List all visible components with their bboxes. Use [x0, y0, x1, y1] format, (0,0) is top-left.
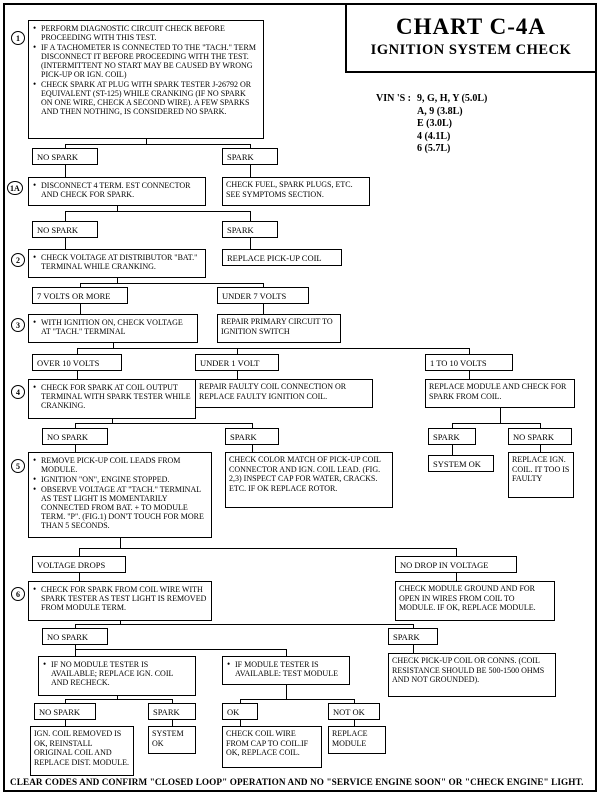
connector-line — [172, 699, 173, 703]
bullet-text: CHECK FOR SPARK FROM COIL WIRE WITH SPARK TESTER AS TEST LIGHT IS REMOVED FROM MODULE TERM. — [41, 585, 207, 613]
step1a-box — [28, 177, 206, 206]
connector-line — [80, 283, 81, 287]
bullet-item — [43, 660, 191, 687]
connector-line — [77, 348, 470, 349]
replace-ign-coil-faulty-box: REPLACE IGN. COIL. IT TOO IS FAULTY — [508, 452, 574, 498]
branch-1-to-10-volts: 1 TO 10 VOLTS — [425, 354, 513, 371]
bullet-text: IF MODULE TESTER IS AVAILABLE: TEST MODULE — [235, 660, 338, 679]
branch-no-spark-5: NO SPARK — [42, 628, 108, 645]
replace-module-check-spark-box: REPLACE MODULE AND CHECK FOR SPARK FROM COIL. — [425, 379, 575, 408]
if-module-tester-box — [222, 656, 350, 685]
system-ok-box: SYSTEM OK — [428, 455, 494, 472]
bullet-item — [33, 318, 193, 336]
connector-line — [65, 699, 173, 700]
connector-line — [75, 624, 76, 628]
title-box — [345, 5, 595, 73]
branch-no-drop-in-voltage: NO DROP IN VOLTAGE — [395, 556, 517, 573]
branch-no-spark-3: NO SPARK — [42, 428, 108, 445]
connector-line — [75, 645, 76, 656]
branch-spark-1: SPARK — [222, 148, 278, 165]
vin-line: 9, G, H, Y (5.0L) — [417, 93, 488, 104]
connector-line — [65, 238, 66, 249]
if-no-module-tester-box — [38, 656, 196, 696]
check-color-match-box: CHECK COLOR MATCH OF PICK-UP COIL CONNECTOR AND IGN. COIL LEAD. (FIG. 2,3) INSPECT CAP FOR WATER, CRACKS. ETC. IF OK REPLACE ROTOR. — [225, 452, 393, 508]
vin-line: E (3.0L) — [417, 118, 453, 129]
step-number-1a: 1A — [7, 181, 23, 195]
bullet-text: PERFORM DIAGNOSTIC CIRCUIT CHECK BEFORE PROCEEDING WITH THIS TEST. — [41, 24, 225, 43]
step-number-1: 1 — [11, 31, 25, 45]
branch-no-spark-2: NO SPARK — [32, 221, 98, 238]
step-number-2: 2 — [11, 253, 25, 267]
connector-line — [452, 423, 541, 424]
check-pickup-coil-conns-box: CHECK PICK-UP COIL OR CONNS. (COIL RESISTANCE SHOULD BE 500-1500 OHMS AND NOT GROUNDED). — [388, 653, 556, 697]
connector-line — [263, 304, 264, 314]
connector-line — [237, 348, 238, 354]
connector-line — [240, 699, 355, 700]
step4-box — [28, 379, 196, 419]
connector-line — [456, 548, 457, 556]
step5-box — [28, 452, 212, 538]
bullet-text: WITH IGNITION ON, CHECK VOLTAGE AT "TACH." TERMINAL — [41, 318, 183, 337]
connector-line — [75, 423, 76, 428]
check-coil-wire-box: CHECK COIL WIRE FROM CAP TO COIL.IF OK, REPLACE COIL. — [222, 726, 322, 768]
bullet-item — [33, 24, 259, 42]
connector-line — [65, 720, 66, 726]
connector-line — [250, 165, 251, 177]
branch-no-spark-4: NO SPARK — [508, 428, 572, 445]
step-number-5: 5 — [11, 459, 25, 473]
repair-primary-circuit-box: REPAIR PRIMARY CIRCUIT TO IGNITION SWITCH — [217, 314, 341, 343]
bullet-item — [227, 660, 345, 678]
bullet-text: OBSERVE VOLTAGE AT "TACH." TERMINAL AS TEST LIGHT IS MOMENTARILY CONNECTED FROM BAT. + TO MODULE TERM. "P". (FIG.1) DON'T TOUCH FOR MORE THAN 5 SECONDS. — [41, 485, 204, 531]
bullet-item — [33, 475, 207, 484]
step6-box — [28, 581, 212, 621]
step1-box — [28, 20, 264, 139]
connector-line — [79, 548, 457, 549]
bullet-text: IF A TACHOMETER IS CONNECTED TO THE "TACH." TERM DISCONNECT IT BEFORE PROCEEDING WITH THE TEST. (INTERMITTENT NO START MAY BE CAUSED BY WRONG PICK-UP OR IGN. COIL) — [41, 43, 256, 80]
connector-line — [65, 165, 66, 177]
connector-line — [413, 624, 414, 628]
replace-pickup-coil-box: REPLACE PICK-UP COIL — [222, 249, 342, 266]
connector-line — [75, 445, 76, 452]
connector-line — [79, 573, 80, 581]
connector-line — [250, 238, 251, 249]
connector-line — [540, 445, 541, 452]
chart-title: CHART C-4A — [396, 14, 546, 39]
footer-note: CLEAR CODES AND CONFIRM "CLOSED LOOP" OPERATION AND NO "SERVICE ENGINE SOON" OR "CHECK ENGINE" LIGHT. — [10, 777, 584, 787]
connector-line — [75, 423, 253, 424]
vin-block — [376, 93, 487, 156]
branch-7-volts-or-more: 7 VOLTS OR MORE — [32, 287, 128, 304]
connector-line — [456, 573, 457, 581]
branch-ok: OK — [222, 703, 258, 720]
ign-coil-removed-ok-box: IGN. COIL REMOVED IS OK, REINSTALL ORIGINAL COIL AND REPLACE DIST. MODULE. — [30, 726, 134, 776]
bullet-text: IF NO MODULE TESTER IS AVAILABLE; REPLACE IGN. COIL AND RECHECK. — [51, 660, 174, 688]
connector-line — [452, 423, 453, 428]
connector-line — [120, 538, 121, 548]
connector-line — [75, 649, 287, 650]
bullet-item — [33, 181, 201, 199]
connector-line — [237, 371, 238, 379]
branch-voltage-drops: VOLTAGE DROPS — [32, 556, 126, 573]
connector-line — [79, 548, 80, 556]
bullet-text: REMOVE PICK-UP COIL LEADS FROM MODULE. — [41, 456, 181, 475]
chart-subtitle: IGNITION SYSTEM CHECK — [370, 42, 572, 58]
repair-faulty-coil-box: REPAIR FAULTY COIL CONNECTION OR REPLACE FAULTY IGNITION COIL. — [195, 379, 373, 408]
connector-line — [65, 699, 66, 703]
branch-no-spark-1: NO SPARK — [32, 148, 98, 165]
branch-no-spark-6: NO SPARK — [34, 703, 96, 720]
bullet-item — [33, 485, 207, 530]
branch-under-7-volts: UNDER 7 VOLTS — [217, 287, 309, 304]
bullet-text: CHECK FOR SPARK AT COIL OUTPUT TERMINAL WITH SPARK TESTER WHILE CRANKING. — [41, 383, 191, 411]
check-module-ground-box: CHECK MODULE GROUND AND FOR OPEN IN WIRES FROM COIL TO MODULE. IF OK, REPLACE MODULE. — [395, 581, 555, 621]
vin-line: 4 (4.1L) — [417, 130, 451, 142]
connector-line — [263, 283, 264, 287]
connector-line — [252, 423, 253, 428]
branch-not-ok: NOT OK — [328, 703, 380, 720]
connector-line — [75, 624, 414, 625]
step-number-6: 6 — [11, 587, 25, 601]
connector-line — [240, 720, 241, 726]
branch-over-10-volts: OVER 10 VOLTS — [32, 354, 122, 371]
branch-spark-2: SPARK — [222, 221, 278, 238]
vin-line: A, 9 (3.8L) — [417, 105, 463, 117]
check-fuel-box: CHECK FUEL, SPARK PLUGS, ETC. SEE SYMPTOMS SECTION. — [222, 177, 370, 206]
branch-spark-6: SPARK — [148, 703, 196, 720]
bullet-item — [33, 383, 191, 410]
bullet-text: CHECK SPARK AT PLUG WITH SPARK TESTER J-26792 OR EQUIVALENT (ST-125) WHILE CRANKING (IF NO SPARK ON ONE WIRE, CHECK A SECOND WIRE). A FEW SPARKS AND THEN NOTHING, IS CONSIDERED NO SPARK. — [41, 80, 252, 117]
connector-line — [469, 371, 470, 379]
branch-spark-5: SPARK — [388, 628, 438, 645]
vin-lines — [417, 93, 487, 156]
system-ok-2-box: SYSTEM OK — [148, 726, 196, 754]
bullet-text: IGNITION "ON", ENGINE STOPPED. — [41, 475, 170, 485]
bullet-item — [33, 456, 207, 474]
connector-line — [172, 720, 173, 726]
connector-line — [286, 649, 287, 656]
bullet-item — [33, 253, 201, 271]
connector-line — [65, 144, 251, 145]
step3-box — [28, 314, 198, 343]
connector-line — [354, 699, 355, 703]
connector-line — [240, 699, 241, 703]
branch-spark-3: SPARK — [225, 428, 279, 445]
branch-under-1-volt: UNDER 1 VOLT — [195, 354, 279, 371]
connector-line — [252, 445, 253, 452]
connector-line — [469, 348, 470, 354]
connector-line — [286, 685, 287, 699]
vin-line: 6 (5.7L) — [417, 143, 451, 154]
bullet-item — [33, 80, 259, 116]
connector-line — [540, 423, 541, 428]
branch-spark-4: SPARK — [428, 428, 476, 445]
bullet-text: CHECK VOLTAGE AT DISTRIBUTOR "BAT." TERMINAL WHILE CRANKING. — [41, 253, 198, 272]
connector-line — [65, 144, 66, 148]
vin-label: VIN 'S : — [376, 93, 412, 104]
connector-line — [354, 720, 355, 726]
bullet-item — [33, 43, 259, 79]
step-number-3: 3 — [11, 318, 25, 332]
connector-line — [250, 211, 251, 221]
replace-module-box: REPLACE MODULE — [328, 726, 386, 754]
step2-box — [28, 249, 206, 278]
connector-line — [65, 211, 66, 221]
connector-line — [80, 304, 81, 314]
connector-line — [77, 371, 78, 379]
bullet-text: DISCONNECT 4 TERM. EST CONNECTOR AND CHECK FOR SPARK. — [41, 181, 191, 200]
connector-line — [452, 445, 453, 455]
bullet-item — [33, 585, 207, 612]
connector-line — [77, 348, 78, 354]
connector-line — [65, 211, 251, 212]
connector-line — [250, 144, 251, 148]
connector-line — [413, 645, 414, 653]
connector-line — [80, 283, 264, 284]
connector-line — [500, 408, 501, 423]
step-number-4: 4 — [11, 385, 25, 399]
